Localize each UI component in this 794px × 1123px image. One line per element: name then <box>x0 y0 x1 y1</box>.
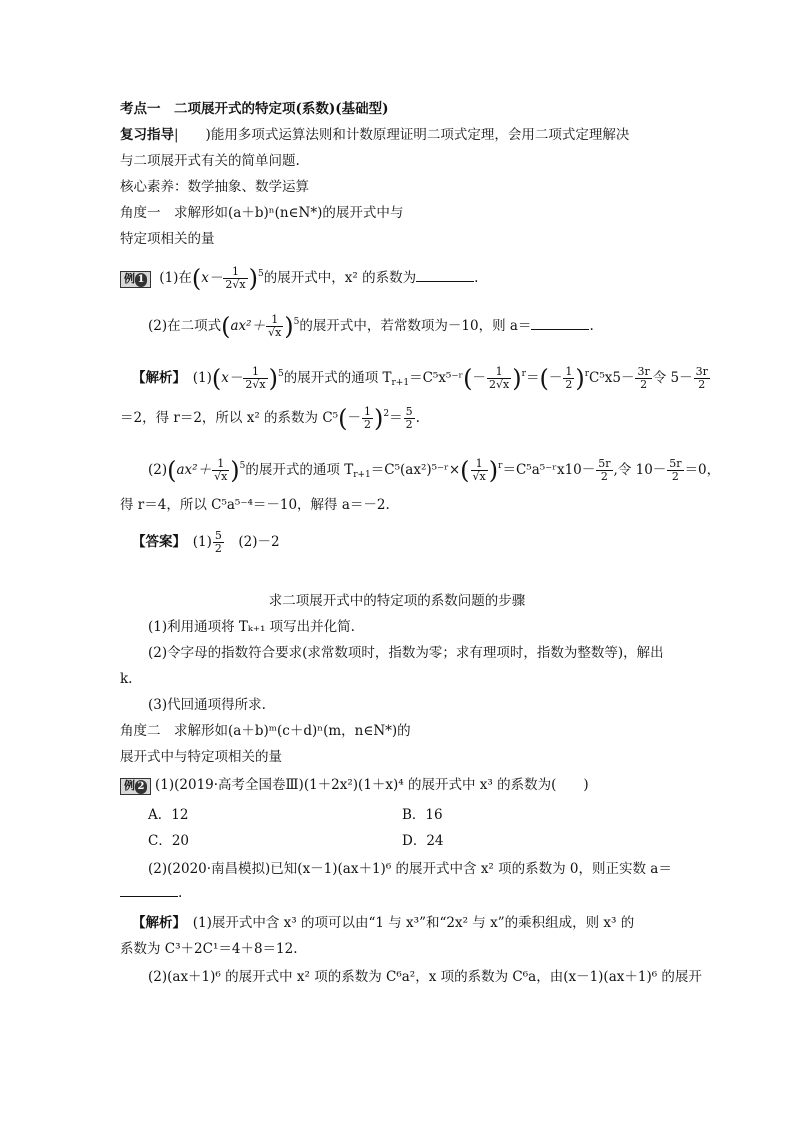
example2-q2-line1: (2)(2020·南昌模拟)已知(x－1)(ax＋1)⁶ 的展开式中含 x² 项的系数为 0，则正实数 a＝ <box>148 861 672 877</box>
example2-badge: 例 2 <box>120 778 151 795</box>
example1-sol1-line2: ＝2，得 r＝2，所以 x² 的系数为 C⁵(－ $\frac{1}{2}$ )$^2$＝ $\frac{5}{2}$ . <box>120 404 420 433</box>
example2-q2-line2: . <box>120 884 182 902</box>
answer-blank[interactable] <box>531 317 589 330</box>
option-a[interactable]: A．12 <box>148 807 189 823</box>
answer-blank[interactable] <box>416 269 474 282</box>
section-title: 考点一 二项展开式的特定项(系数)(基础型) <box>120 101 389 117</box>
example1-sol2-line2: 得 r＝4，所以 C⁵a⁵⁻⁴＝－10，解得 a＝－2. <box>120 497 390 513</box>
angle1-line2: 特定项相关的量 <box>120 231 215 247</box>
example1-answer: 【答案】 (1) $\frac{5}{2}$ (2)－2 <box>132 529 280 555</box>
core-literacy: 核心素养：数学抽象、数学运算 <box>120 179 309 195</box>
angle1-line1: 角度一 求解形如(a＋b)ⁿ(n∈N*)的展开式中与 <box>120 205 404 221</box>
angle2-line2: 展开式中与特定项相关的量 <box>120 749 282 765</box>
method-step3: (3)代回通项得所求. <box>148 697 266 713</box>
example1-q2: (2)在二项式(ax²＋ $\frac{1}{√x}$ )$^5$的展开式中，若常数项为－10，则 a＝ . <box>148 312 594 341</box>
option-c[interactable]: C．20 <box>148 833 190 849</box>
example2-sol2-line1: (2)(ax＋1)⁶ 的展开式中 x² 项的系数为 C⁶a²，x 项的系数为 C⁶a，由(x－1)(ax＋1)⁶ 的展开 <box>148 969 702 985</box>
review-guide <box>120 126 629 144</box>
guide-text-1: | )能用多项式运算法则和计数原理证明二项式定理，会用二项式定理解决 <box>174 127 630 143</box>
method-step2-line1: (2)令字母的指数符合要求(求常数项时，指数为零；求有理项时，指数为整数等)，解出 <box>148 645 664 661</box>
angle2-line1: 角度二 求解形如(a＋b)ᵐ(c＋d)ⁿ(m，n∈N*)的 <box>120 723 411 739</box>
option-b[interactable]: B．16 <box>402 807 443 823</box>
example1-q1: 例 1 (1)在(x－ $\frac{1}{2√x}$ )$^5$的展开式中，x² 的系数为 . <box>120 266 478 291</box>
guide-text-2: 与二项展开式有关的简单问题. <box>120 153 300 169</box>
example1-badge: 例 1 <box>120 271 151 288</box>
example1-sol1-line1: 【解析】 (1)(x－ $\frac{1}{2√x}$ )$^5$的展开式的通项 $T_{r+1}=C^5x^{5-}ʳ(-$ $\frac{1}{2√x}$ )$^r$＝(－ $\frac{1}{2}$ )$^r$C⁵x5－ $\frac{3r}{2}$ 令 5－ $\frac{3r}{2}$ <box>132 364 708 393</box>
guide-label: 复习指导 <box>120 127 174 143</box>
option-d[interactable]: D．24 <box>402 833 444 849</box>
answer-blank[interactable] <box>120 884 178 897</box>
example2-sol1-line1: 【解析】 (1)展开式中含 x³ 的项可以由“1 与 x³”和“2x² 与 x”的乘积组成，则 x³ 的 <box>132 915 635 931</box>
fraction: $\frac{1}{√x}$ <box>268 313 282 339</box>
method-step2-line2: k. <box>120 671 133 687</box>
method-step1: (1)利用通项将 Tₖ₊₁ 项写出并化简. <box>148 619 355 635</box>
example2-q1: 例 2 (1)(2019·高考全国卷Ⅲ)(1＋2x²)(1＋x)⁴ 的展开式中 x³ 的系数为( ) <box>120 776 589 795</box>
example1-sol2-line1: (2)(ax²＋ $\frac{1}{√x}$ )$^5$的展开式的通项 $T_{r+1}=C^5(ax^2)^{5-}ʳ\times$( $\frac{1}{√x}$ )$^r$＝C⁵a⁵⁻ʳx10－ $\frac{5r}{2}$ ,令 10－ $\frac{5r}{2}$ ＝0， <box>148 456 721 485</box>
fraction: $\frac{1}{2√x}$ <box>225 265 246 291</box>
example2-sol1-line2: 系数为 C³＋2C¹＝4＋8＝12. <box>120 941 298 957</box>
method-title: 求二项展开式中的特定项的系数问题的步骤 <box>268 593 526 609</box>
